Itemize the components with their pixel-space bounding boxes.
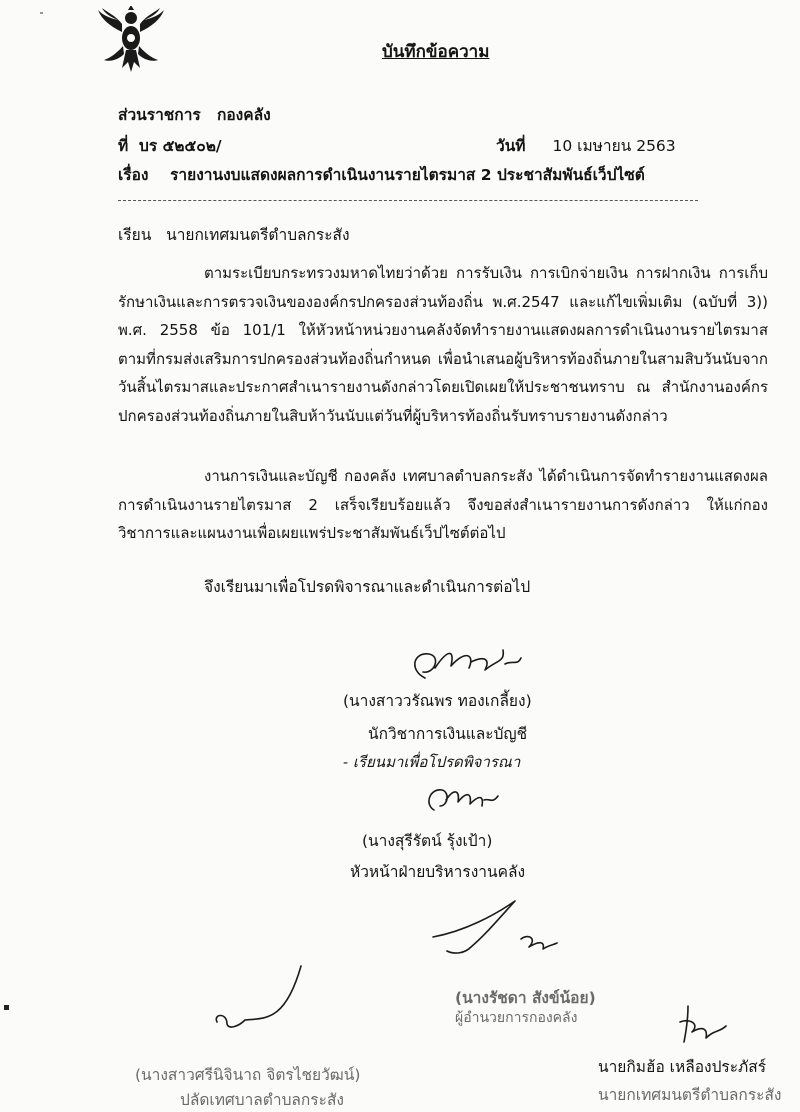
subject-value: รายงานงบแสดงผลการดำเนินงานรายไตรมาส 2 ประชาสัมพันธ์เว็ปไซต์ xyxy=(170,166,645,184)
agency-value: กองคลัง xyxy=(216,106,271,124)
handwritten-note: - เรียนมาเพื่อโปรดพิจารณา xyxy=(343,753,521,771)
signatory-5-position: นายกเทศมนตรีตำบลกระสัง xyxy=(598,1086,782,1104)
ref-label: ที่ xyxy=(118,137,129,155)
signatory-1-position: นักวิชาการเงินและบัญชี xyxy=(368,725,528,743)
signatory-3-position: ผู้อำนวยการกองคลัง xyxy=(455,1010,578,1026)
signatory-2-name: (นางสุรีรัตน์ รุ้งเป้า) xyxy=(362,832,493,850)
signatory-5-name: นายกิมฮ้อ เหลืองประภัสร์ xyxy=(598,1058,767,1076)
garuda-emblem xyxy=(96,6,166,76)
scan-speck xyxy=(40,12,43,14)
signature-3 xyxy=(425,895,565,965)
signatory-4-name: (นางสาวศรีนิจินาถ จิตรไชยวัฒน์) xyxy=(135,1066,361,1084)
agency-line xyxy=(118,102,271,127)
divider xyxy=(118,200,698,201)
date-line xyxy=(496,133,676,158)
memo-title: บันทึกข้อความ xyxy=(382,42,490,62)
subject-label: เรื่อง xyxy=(118,166,149,184)
signature-4 xyxy=(205,960,315,1040)
signature-1 xyxy=(405,640,535,690)
ref-line xyxy=(118,133,222,158)
signature-2 xyxy=(420,770,510,820)
date-label: วันที่ xyxy=(496,137,526,155)
body-paragraph-1-block xyxy=(118,259,768,430)
subject-line xyxy=(118,162,645,187)
scan-speck xyxy=(4,1005,9,1010)
signatory-4-position: ปลัดเทศบาลตำบลกระสัง xyxy=(180,1091,344,1109)
body-paragraph-2-block xyxy=(118,462,768,548)
salutation-line xyxy=(118,222,350,247)
signatory-1-name: (นางสาววรัณพร ทองเกลี้ยง) xyxy=(343,692,532,710)
to-label: เรียน xyxy=(118,226,152,244)
agency-label: ส่วนราชการ xyxy=(118,106,201,124)
signatory-2-position: หัวหน้าฝ่ายบริหารงานคลัง xyxy=(350,863,526,881)
to-value: นายกเทศมนตรีตำบลกระสัง xyxy=(166,226,350,244)
body-paragraph-2: งานการเงินและบัญชี กองคลัง เทศบาลตำบลกระสัง ได้ดำเนินการจัดทำรายงานแสดงผลการดำเนินงานรายไตรมาส 2 เสร็จเรียบร้อยแล้ว จึงขอส่งสำเนารายงานการดังกล่าว ให้แก่กองวิชาการและแผนงานเพื่อเผยแพร่ประชาสัมพันธ์เว็ปไซต์ต่อไป xyxy=(118,467,768,542)
closing-sentence: จึงเรียนมาเพื่อโปรดพิจารณาและดำเนินการต่อไป xyxy=(204,578,531,596)
signature-5 xyxy=(670,998,740,1048)
body-paragraph-1: ตามระเบียบกระทรวงมหาดไทยว่าด้วย การรับเงิน การเบิกจ่ายเงิน การฝากเงิน การเก็บรักษาเงินและการตรวจเงินขององค์กรปกครองส่วนท้องถิ่น พ.ศ.2547 และแก้ไขเพิ่มเติม (ฉบับที่ 3)) พ.ศ. 2558 ข้อ 101/1 ให้หัวหน้าหน่วยงานคลังจัดทำรายงานแสดงผลการดำเนินงานรายไตรมาส ตามที่กรมส่งเสริมการปกครองส่วนท้องถิ่นกำหนด เพื่อนำเสนอผู้บริหารท้องถิ่นภายในสามสิบวันนับจากวันสิ้นไตรมาสและประกาศสำเนารายงานดังกล่าวโดยเปิดเผยให้ประชาชนทราบ ณ สำนักงานองค์กรปกครองส่วนท้องถิ่นภายในสิบห้าวันนับแต่วันที่ผู้บริหารท้องถิ่นรับทราบรายงานดังกล่าว xyxy=(118,264,768,425)
date-value: 10 เมษายน 2563 xyxy=(552,137,676,155)
ref-number: บร ๕๒๕๐๒/ xyxy=(139,137,222,155)
signatory-3-name: (นางรัชดา สังข์น้อย) xyxy=(455,989,596,1007)
